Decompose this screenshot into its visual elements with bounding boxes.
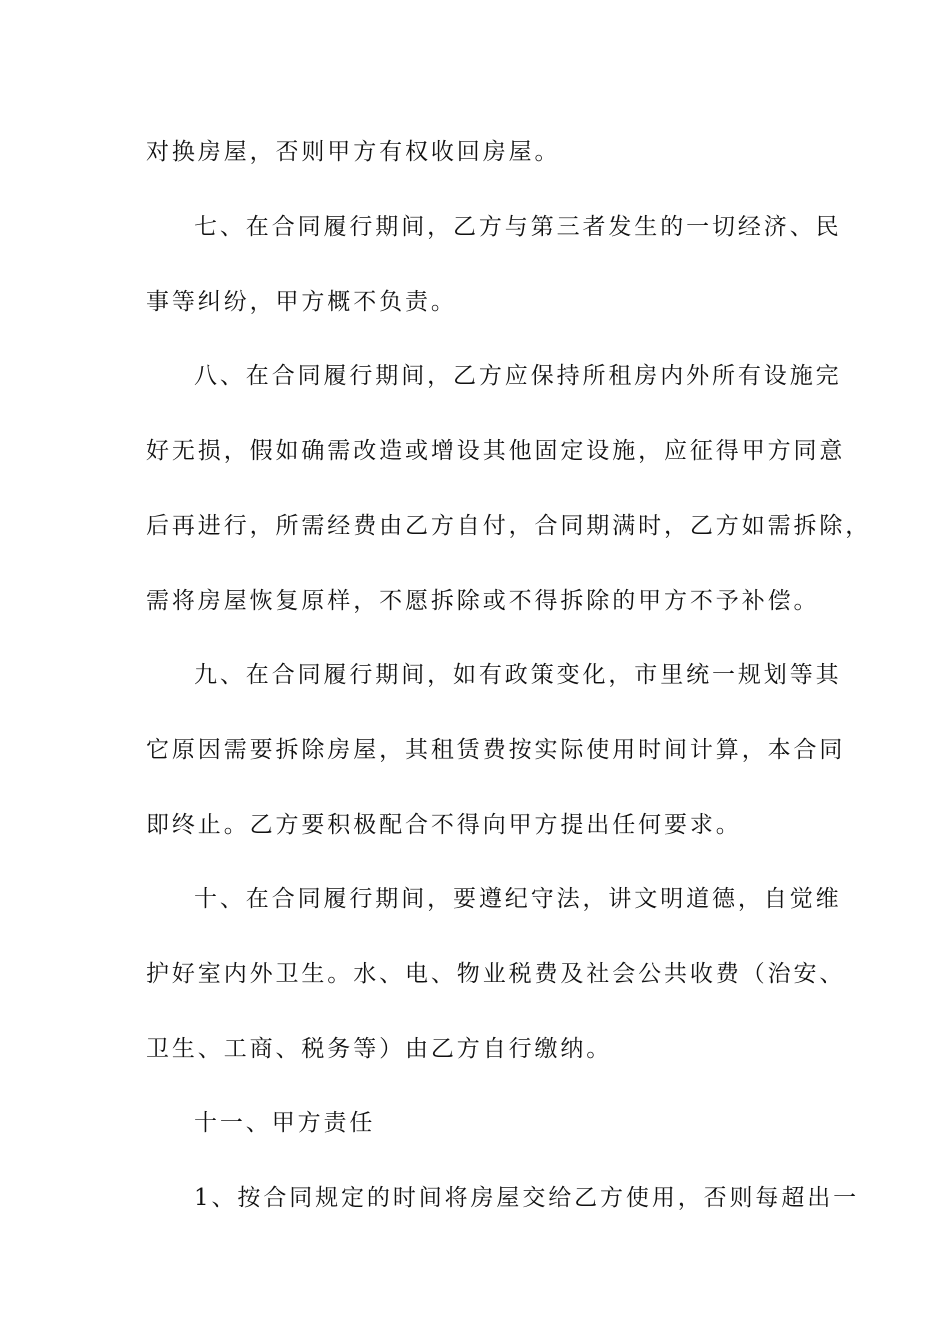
item-1-line: 1、按合同规定的时间将房屋交给乙方使用，否则每超出一 (194, 1185, 860, 1211)
text-line: 护好室内外卫生。水、电、物业税费及社会公共收费（治安、 (146, 961, 846, 987)
text-line: 好无损，假如确需改造或增设其他固定设施，应征得甲方同意 (146, 438, 846, 464)
text-line: 它原因需要拆除房屋，其租赁费按实际使用时间计算，本合同 (146, 737, 846, 763)
clause-7-heading-line: 七、在合同履行期间，乙方与第三者发生的一切经济、民 (194, 214, 842, 240)
text-line: 对换房屋，否则甲方有权收回房屋。 (146, 139, 561, 165)
text-line: 卫生、工商、税务等）由乙方自行缴纳。 (146, 1036, 613, 1062)
text-line: 即终止。乙方要积极配合不得向甲方提出任何要求。 (146, 812, 742, 838)
clause-9-heading-line: 九、在合同履行期间，如有政策变化，市里统一规划等其 (194, 662, 842, 688)
text-line: 事等纠纷，甲方概不负责。 (146, 289, 457, 315)
clause-11-heading-line: 十一、甲方责任 (194, 1110, 376, 1136)
clause-10-heading-line: 十、在合同履行期间，要遵纪守法，讲文明道德，自觉维 (194, 886, 842, 912)
clause-8-heading-line: 八、在合同履行期间，乙方应保持所租房内外所有设施完 (194, 363, 842, 389)
text-line: 需将房屋恢复原样，不愿拆除或不得拆除的甲方不予补偿。 (146, 588, 820, 614)
text-line: 后再进行，所需经费由乙方自付，合同期满时，乙方如需拆除， (146, 513, 872, 539)
